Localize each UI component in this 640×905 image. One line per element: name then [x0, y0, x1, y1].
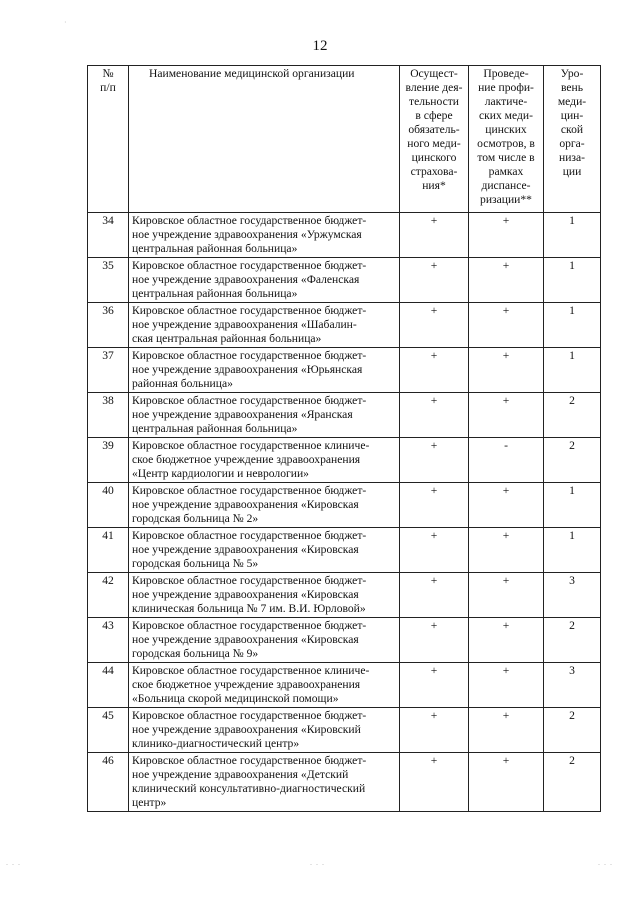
organization-name-line: центр» [132, 796, 167, 809]
table-row [88, 618, 601, 663]
header-line: страхова- [410, 165, 458, 178]
organization-name-line: Кировское областное государственное бюджет- [132, 709, 367, 722]
table-row [88, 483, 601, 528]
organization-name [129, 753, 400, 812]
organization-level: 1 [544, 483, 601, 528]
header-line: в сфере [415, 109, 453, 122]
header-oms [400, 66, 469, 213]
organization-name [129, 303, 400, 348]
header-line: низа- [559, 151, 585, 164]
organization-name-line: ное учреждение здравоохранения «Кировская [132, 543, 359, 556]
organization-level: 2 [544, 393, 601, 438]
header-organization-name: Наименование медицинской организации [129, 66, 400, 213]
organization-name [129, 573, 400, 618]
preventive-exam-mark: + [469, 483, 544, 528]
organization-name-line: городская больница № 2» [132, 512, 259, 525]
row-number: 46 [88, 753, 129, 812]
header-line: Осущест- [410, 67, 458, 80]
header-number [88, 66, 129, 213]
organization-name-line: ное учреждение здравоохранения «Шабалин- [132, 318, 357, 331]
organization-name-line: ское бюджетное учреждение здравоохранения [132, 453, 361, 466]
organization-level: 2 [544, 438, 601, 483]
header-organization-level [544, 66, 601, 213]
organization-name-line: Кировское областное государственное бюджет- [132, 484, 367, 497]
organization-name-line: Кировское областное государственное бюджет- [132, 349, 367, 362]
table-row [88, 663, 601, 708]
scan-speck: . . . [310, 858, 325, 867]
header-line: вень [560, 81, 584, 94]
organization-name-line: городская больница № 9» [132, 647, 259, 660]
preventive-exam-mark: + [469, 258, 544, 303]
organization-name-line: ное учреждение здравоохранения «Кировская [132, 498, 359, 511]
row-number: 43 [88, 618, 129, 663]
table-row [88, 303, 601, 348]
organization-name [129, 393, 400, 438]
oms-mark: + [400, 393, 469, 438]
oms-mark: + [400, 303, 469, 348]
organization-name-line: ская центральная районная больница» [132, 332, 322, 345]
organization-name-line: ное учреждение здравоохранения «Кировская [132, 633, 359, 646]
organization-name [129, 258, 400, 303]
organization-name [129, 348, 400, 393]
table-row [88, 348, 601, 393]
preventive-exam-mark: + [469, 618, 544, 663]
preventive-exam-mark: + [469, 528, 544, 573]
header-line: ного меди- [407, 137, 461, 150]
organization-name-line: ное учреждение здравоохранения «Юрьянская [132, 363, 363, 376]
organization-level: 1 [544, 528, 601, 573]
organization-name-line: Кировское областное государственное бюджет- [132, 394, 367, 407]
preventive-exam-mark: + [469, 393, 544, 438]
organization-name-line: центральная районная больница» [132, 422, 298, 435]
table-row [88, 213, 601, 258]
preventive-exam-mark: + [469, 708, 544, 753]
table-body [88, 213, 601, 812]
oms-mark: + [400, 708, 469, 753]
organization-name-line: клинический консультативно-диагностический [132, 782, 366, 795]
oms-mark: + [400, 213, 469, 258]
header-line: том числе в [477, 151, 535, 164]
header-line: цинских [485, 123, 527, 136]
organization-level: 3 [544, 573, 601, 618]
table-row [88, 573, 601, 618]
header-line: ризации** [480, 193, 532, 206]
row-number: 38 [88, 393, 129, 438]
preventive-exam-mark: + [469, 753, 544, 812]
header-line: ции [562, 165, 582, 178]
row-number: 44 [88, 663, 129, 708]
organization-name-line: Кировское областное государственное бюджет- [132, 754, 367, 767]
row-number: 45 [88, 708, 129, 753]
organization-name-line: центральная районная больница» [132, 242, 298, 255]
organization-name-line: ное учреждение здравоохранения «Яранская [132, 408, 353, 421]
preventive-exam-mark: + [469, 663, 544, 708]
organization-name-line: Кировское областное государственное бюджет- [132, 619, 367, 632]
organization-level: 1 [544, 303, 601, 348]
table-row [88, 528, 601, 573]
header-line: рамках [488, 165, 524, 178]
oms-mark: + [400, 438, 469, 483]
oms-mark: + [400, 573, 469, 618]
organization-name [129, 528, 400, 573]
row-number: 42 [88, 573, 129, 618]
preventive-exam-mark: + [469, 573, 544, 618]
organization-name-line: Кировское областное государственное бюджет- [132, 304, 367, 317]
row-number: 41 [88, 528, 129, 573]
oms-mark: + [400, 663, 469, 708]
header-line: Проведе- [483, 67, 529, 80]
header-line: цинского [411, 151, 457, 164]
header-line: диспансе- [481, 179, 531, 192]
header-line: № [102, 67, 114, 80]
header-line: тельности [409, 95, 459, 108]
organization-name-line: Кировское областное государственное бюджет- [132, 529, 367, 542]
organization-name-line: «Центр кардиологии и неврологии» [132, 467, 309, 480]
organization-level: 3 [544, 663, 601, 708]
row-number: 34 [88, 213, 129, 258]
header-line: ние профи- [478, 81, 534, 94]
organization-name [129, 618, 400, 663]
table-header-row [88, 66, 601, 213]
oms-mark: + [400, 348, 469, 393]
organization-level: 1 [544, 258, 601, 303]
organization-name [129, 663, 400, 708]
scan-speck: . . . [6, 858, 21, 867]
oms-mark: + [400, 618, 469, 663]
organization-level: 2 [544, 753, 601, 812]
row-number: 35 [88, 258, 129, 303]
header-line: ской [560, 123, 584, 136]
row-number: 37 [88, 348, 129, 393]
organization-name [129, 438, 400, 483]
organization-name-line: Кировское областное государственное бюджет- [132, 259, 367, 272]
organization-name-line: городская больница № 5» [132, 557, 259, 570]
header-line: вление дея- [405, 81, 463, 94]
organization-name [129, 213, 400, 258]
preventive-exam-mark: + [469, 303, 544, 348]
header-preventive-exams [469, 66, 544, 213]
table-row [88, 438, 601, 483]
header-line: ских меди- [479, 109, 533, 122]
organization-name-line: районная больница» [132, 377, 233, 390]
organization-name-line: ное учреждение здравоохранения «Фаленская [132, 273, 360, 286]
organization-level: 2 [544, 708, 601, 753]
table-row [88, 708, 601, 753]
organization-name-line: Кировское областное государственное клиниче- [132, 439, 370, 452]
header-line: обязатель- [408, 123, 460, 136]
header-line: п/п [100, 81, 116, 94]
header-line: лактиче- [484, 95, 528, 108]
organization-level: 2 [544, 618, 601, 663]
table-row [88, 753, 601, 812]
organization-name-line: ное учреждение здравоохранения «Детский [132, 768, 349, 781]
organization-name-line: Кировское областное государственное бюджет- [132, 214, 367, 227]
organization-name-line: Кировское областное государственное бюджет- [132, 574, 367, 587]
table-row [88, 393, 601, 438]
organization-name-line: «Больница скорой медицинской помощи» [132, 692, 339, 705]
page-number: 12 [312, 38, 328, 54]
scan-speck: . . . [598, 858, 613, 867]
preventive-exam-mark: + [469, 348, 544, 393]
organization-level: 1 [544, 213, 601, 258]
header-line: орга- [559, 137, 585, 150]
organization-name [129, 708, 400, 753]
medical-organizations-table [87, 65, 601, 812]
row-number: 39 [88, 438, 129, 483]
row-number: 36 [88, 303, 129, 348]
preventive-exam-mark: - [469, 438, 544, 483]
header-line: ния* [422, 179, 446, 192]
preventive-exam-mark: + [469, 213, 544, 258]
header-line: осмотров, в [477, 137, 535, 150]
table-row [88, 258, 601, 303]
organization-name-line: ное учреждение здравоохранения «Уржумская [132, 228, 362, 241]
organization-level: 1 [544, 348, 601, 393]
header-line: Уро- [560, 67, 584, 80]
scan-speck: · [64, 18, 68, 27]
oms-mark: + [400, 528, 469, 573]
organization-name-line: клинико-диагностический центр» [132, 737, 300, 750]
row-number: 40 [88, 483, 129, 528]
organization-name-line: центральная районная больница» [132, 287, 298, 300]
organization-name [129, 483, 400, 528]
organization-name-line: Кировское областное государственное клиниче- [132, 664, 370, 677]
organization-name-line: ское бюджетное учреждение здравоохранения [132, 678, 361, 691]
organization-name-line: клиническая больница № 7 им. В.И. Юрловой» [132, 602, 366, 615]
organization-name-line: ное учреждение здравоохранения «Кировская [132, 588, 359, 601]
oms-mark: + [400, 258, 469, 303]
oms-mark: + [400, 753, 469, 812]
header-line: меди- [557, 95, 587, 108]
organization-name-line: ное учреждение здравоохранения «Кировский [132, 723, 361, 736]
oms-mark: + [400, 483, 469, 528]
header-line: цин- [560, 109, 584, 122]
